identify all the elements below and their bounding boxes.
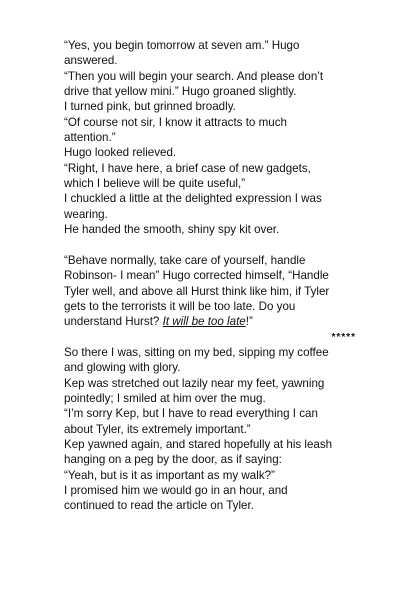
text-line: So there I was, sitting on my bed, sipping my coffee [64, 345, 329, 359]
text-line: “Of course not sir, I know it attracts to much [64, 115, 287, 129]
emphasis-line-before: understand Hurst? [64, 315, 163, 329]
paragraph-group-1 [64, 38, 364, 237]
text-line: Robinson- I mean” Hugo corrected himself, “Handle [64, 269, 329, 283]
text-line: wearing. [64, 207, 108, 221]
text-line: which I believe will be quite useful,” [64, 177, 246, 191]
text-line: Tyler well, and above all Hurst think like him, if Tyler [64, 284, 330, 298]
story-text [64, 38, 364, 514]
text-line: Hugo looked relieved. [64, 146, 177, 160]
text-line: answered. [64, 54, 118, 68]
text-line: “Right, I have here, a brief case of new gadgets, [64, 161, 311, 175]
text-line: “Behave normally, take care of yourself, handle [64, 253, 306, 267]
emphasis-text: It will be too late [162, 315, 246, 329]
text-line: He handed the smooth, shiny spy kit over. [64, 223, 280, 237]
text-line: “I’m sorry Kep, but I have to read everything I can [64, 407, 318, 421]
text-line: Kep yawned again, and stared hopefully at his leash [64, 437, 333, 451]
text-line: pointedly; I smiled at him over the mug. [64, 391, 266, 405]
text-line: I promised him we would go in an hour, and [64, 483, 288, 497]
text-line: and glowing with glory. [64, 361, 181, 375]
scene-separator: ***** [331, 331, 356, 343]
text-line: attention.” [64, 131, 116, 145]
paragraph-gap [64, 237, 364, 252]
paragraph-group-3 [64, 345, 364, 514]
text-line: “Then you will begin your search. And please don’t [64, 69, 324, 83]
text-line: Kep was stretched out lazily near my feet, yawning [64, 376, 325, 390]
text-line: hanging on a peg by the door, as if saying: [64, 453, 282, 467]
text-line: continued to read the article on Tyler. [64, 499, 254, 513]
text-line: drive that yellow mini.” Hugo groaned slightly. [64, 85, 297, 99]
text-line: I chuckled a little at the delighted expression I was [64, 192, 322, 206]
emphasis-line [64, 314, 364, 329]
text-line: about Tyler, its extremely important.” [64, 422, 251, 436]
text-line: gets to the terrorists it will be too late. Do you [64, 299, 296, 313]
text-line: “Yeah, but is it as important as my walk?” [64, 468, 275, 482]
text-line: “Yes, you begin tomorrow at seven am.” Hugo [64, 39, 300, 52]
emphasis-line-after: !” [245, 315, 253, 329]
paragraph-group-2 [64, 253, 364, 330]
text-line: I turned pink, but grinned broadly. [64, 100, 236, 114]
